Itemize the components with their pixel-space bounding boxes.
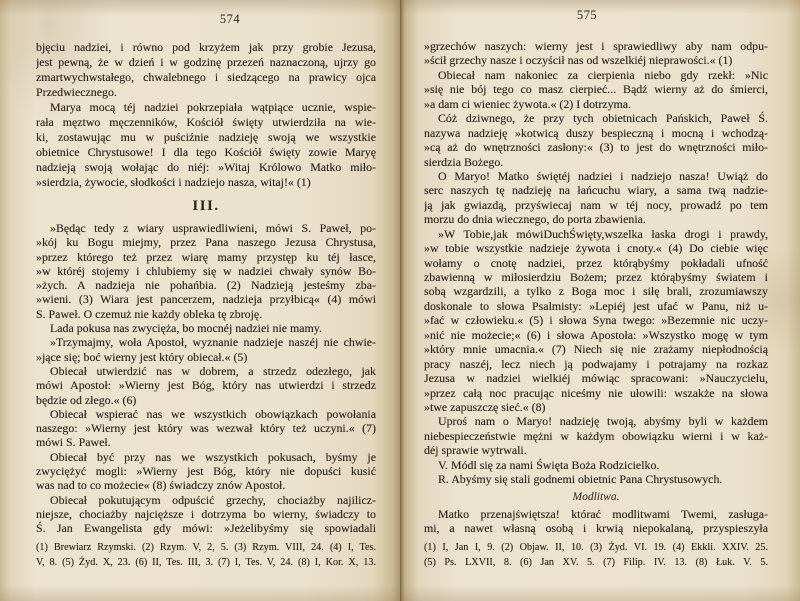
text-line: »Trzymajmy, woła Apostoł, wyznanie nadzieje naszéj nie chwie-	[50, 335, 376, 350]
text-line: »W Tobie,jak mówiDuchŚwięty,wszelka łaska drogi i prawdy,	[438, 226, 768, 241]
intro-paragraphs	[36, 40, 376, 190]
text-line: »jące się; boć wierny jest który obiecał.« (5)	[36, 349, 248, 364]
text-line: Matko przenajświętsza! którać modlitwami Twemi, zasługa-	[438, 507, 768, 521]
text-line: serc naszych tę nadzieję na łańcuchu wiary, a sama twą nadzie-	[424, 183, 768, 198]
footnote-line: (1) I, Jan I, 9. (2) Objaw. II, 10. (3) Żyd. VI. 19. (4) Ekkli. XXIV. 25.	[424, 542, 768, 553]
versicle-line: V. Módl się za nami Święta Boża Rodzicielko.	[438, 457, 660, 472]
text-line: »fać w człowieku.« (5) i słowa Syna twego: »Bezemnie nic uczy-	[424, 313, 768, 328]
book-gutter	[400, 0, 401, 601]
text-line: Lada pokusa nas zwycięża, bo mocnéj nadziei nie mamy.	[50, 321, 322, 336]
text-line: sierdzia Bożego.	[424, 154, 504, 169]
text-line: »kój ku Bogu miejmy, przez Pana naszego Jezusa Chrystusa,	[36, 235, 376, 250]
text-line: Obiecał utwierdzić nas w dobrem, a strzedz odezłego, jak	[50, 363, 376, 378]
text-line: »przez którego też przez wiarę mamy przystęp ku téj łasce,	[36, 249, 376, 264]
text-line: rała męztwo męczenników, Kościół święty utwierdziła na wie-	[36, 115, 376, 129]
text-line: Uproś nam o Maryo! nadzieję twoją, abyśmy byli w każdem	[438, 414, 768, 429]
prayer-paragraph	[424, 507, 768, 536]
text-line: »który mnie umacnia.« (7) Niech się nie zrażamy niepłodnością	[424, 342, 768, 357]
page-number: 575	[576, 8, 598, 22]
text-line: bjęciu nadziei, i równo pod krzyżem jak przy grobie Jezusa,	[36, 40, 376, 54]
footnotes	[424, 541, 768, 570]
text-line: S. Paweł. O czemuż nie każdy obleka tę zbroję.	[36, 306, 263, 321]
text-line: zmartwychwstałego, chwalebnego i siedzącego na prawicy ojca	[36, 70, 376, 84]
section-heading: III.	[192, 198, 220, 214]
text-line: wołamy o cnotę nadziei, przez którąbyśmy pokładali ufność	[424, 255, 768, 270]
text-line: nadzieją swoją wołając do niéj: »Witaj Królowo Matko miło-	[36, 160, 376, 174]
text-line: »cą aż do wnętrzności zasłony:« (3) to jest do wnętrzności miło-	[424, 140, 768, 155]
text-line: »Będąc tedy z wiary usprawiedliwieni, mówi S. Paweł, po-	[50, 221, 376, 235]
text-line: »w któréj stojemy i chlubiemy się w nadziei chwały synów Bo-	[36, 263, 376, 278]
text-line: mi, a nawet własną osobą i krwią niepokalaną, przyspieszyła	[424, 521, 768, 536]
text-line: będzie od złego.« (6)	[36, 392, 137, 407]
footnotes	[36, 541, 376, 570]
footnote-line: V, 8. (5) Żyd. X, 23. (6) II, Tes. III, 3. (7) I, Tes. V, 24. (8) I, Kor. X, 13.	[36, 556, 376, 568]
text-line: Jezusa w nadziei wielkiéj mówiąc spracowani: »Nauczycielu,	[424, 371, 768, 386]
text-line: ją jak gwiazdą, przyświecaj nam w téj nocy, prowadź po tem	[424, 197, 768, 212]
text-line: naszego: »Wierny jest który was wezwał który też uczyni.« (7)	[36, 421, 376, 436]
text-line: O Maryo! Matko świętéj nadziei i nadziejo nasza! Uwiąż do	[438, 168, 768, 183]
text-line: »w tobie wszystkie nadzieje żywota i cnoty.« (4) Do ciebie więc	[424, 241, 768, 256]
text-line: was nad to co możecie« (8) świadczy znów Apostoł.	[36, 478, 286, 493]
text-line: »ścił grzechy nasze i oczyścił nas od wszelkiéj nieprawości.« (1)	[424, 53, 733, 68]
text-line: mówi S. Paweł.	[36, 435, 111, 450]
response-line: R. Abyśmy się stali godnemi obietnic Pana Chrystusowych.	[438, 472, 723, 487]
text-line: ki, zostawując mu w puściźnie nadzieję swoją we wszystkie	[36, 130, 376, 144]
text-line: Obiecał pokutującym odpuścić grzechy, chociażby najilicz-	[50, 492, 376, 507]
text-line: mówi Apostoł: »Wierny jest Bóg, który nas utwierdzi i strzedz	[36, 378, 376, 393]
text-line: »a dam ci wieniec żywota.« (2) I dotrzyma.	[424, 96, 632, 111]
text-line: Obiecał nam nakoniec za cierpienia niebo gdy rzekł: »Nic	[438, 67, 768, 82]
text-line: déj sprawie wytrwali.	[424, 443, 527, 458]
text-line: »się nie bój tego co masz cierpieć... Bądź wierny aż do śmierci,	[424, 82, 768, 97]
text-line: »wieni. (3) Wiara jest pancerzem, nadzieja przyłbicą« (4) mówi	[36, 292, 376, 307]
prayer-title: Modlitwa.	[572, 491, 620, 503]
text-line: Marya mocą téj nadziei pokrzepiała wątpiące ucznie, wspie-	[50, 100, 376, 114]
text-line: sobą wzgardzili, a tylko z Boga moc i siłę brali, zrozumiawszy	[424, 284, 768, 299]
text-line: »grzechów naszych: wierny jest i sprawiedliwy aby nam odpu-	[424, 39, 768, 53]
text-line: »żych. A nadzieja nie pohańbia. (2) Nadzieją jesteśmy zba-	[36, 278, 376, 293]
text-line: »sierdzia, żywocie, słodkości i nadziejo nasza, witaj!« (1)	[36, 175, 311, 189]
text-line: »nić nie możecie;« (6) i słowa Apostoła: »Wszystko mogę w tym	[424, 327, 768, 342]
text-line: zbawienną w miłosierdziu Bożem; przez którąbyśmy światem i	[424, 270, 768, 284]
text-line: Cóż dziwnego, że przy tych obietnicach Pańskich, Paweł Ś.	[438, 111, 768, 126]
text-line: doskonale to słowa Psalmisty: »Lepiéj jest ufać w Panu, niż u-	[424, 298, 768, 313]
text-line: Przedwiecznego.	[36, 85, 117, 99]
text-line: niejsze, chociażby najcięższe i dotrzyma bo wierny, świadczy to	[36, 506, 376, 521]
main-paragraphs	[424, 39, 768, 487]
text-line: jest pewną, że w dzień i w godzinę przezeń naznaczoną, ujrzy go	[36, 55, 376, 69]
text-line: morzu do dnia wiecznego, do porta zbawienia.	[424, 212, 646, 227]
text-line: niebespieczeństwie mężni w każdym obowiązku wierni i w każ-	[424, 428, 768, 443]
text-line: pracy naszéj, lecz niech ją podwajamy i potrajamy na rozkaz	[424, 356, 768, 371]
footnote-line: (1) Brewiarz Rzymski. (2) Rzym. V, 2, 5. (3) Rzym. VIII, 24. (4) I, Tes.	[36, 542, 376, 553]
text-line: zwyciężyć mogli: »Wierny jest Bóg, który nie dopuści kusić	[36, 464, 376, 479]
page-number: 574	[219, 12, 241, 26]
section-paragraphs	[36, 221, 376, 536]
text-line: Obiecał być przy nas we wszystkich pokusach, byśmy je	[50, 449, 376, 464]
text-line: Obiecał wspierać nas we wszystkich obowiązkach powołania	[50, 406, 376, 421]
text-line: »twe zapuszczę sieć.« (8)	[424, 399, 546, 414]
footnote-line: (5) Ps. LXVII, 8. (6) Jan XV. 5. (7) Filip. IV. 13. (8) Łuk. V. 5.	[424, 556, 768, 568]
text-line: obietnice Chrystusowe! I dla tego Kościół święty zowie Maryę	[36, 145, 376, 159]
right-page	[401, 0, 800, 601]
text-line: nazywa nadzieję »kotwicą duszy bespieczną i mocną i wchodzą-	[424, 125, 768, 140]
text-line: »przez całą noc pracując niceśmy nie ułowili: wszakże na słowa	[424, 385, 768, 400]
text-line: Ś. Jan Ewangelista gdy mówi: »Jeżelibyśmy się spowiadali	[36, 521, 376, 536]
